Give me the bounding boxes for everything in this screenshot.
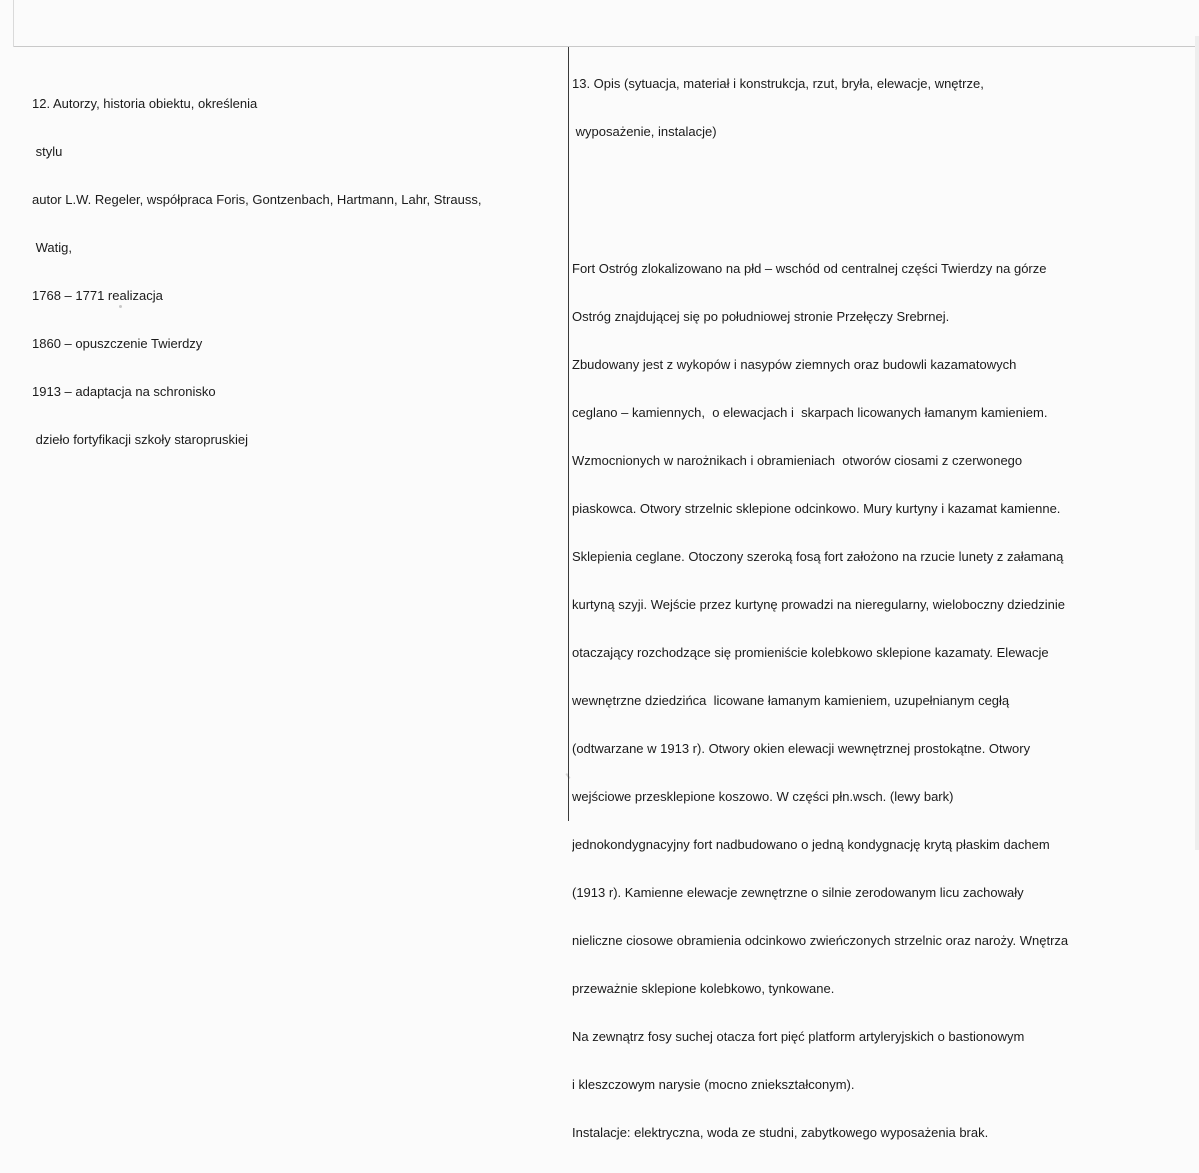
text-line: jednokondygnacyjny fort nadbudowano o jedną kondygnację krytą płaskim dachem (572, 837, 1050, 852)
text-line: Wzmocnionych w narożnikach i obramieniach otworów ciosami z czerwonego (572, 453, 1023, 468)
section-12-authors-history (32, 64, 481, 480)
section-heading-line: 13. Opis (sytuacja, materiał i konstrukcja, rzut, bryła, elewacje, wnętrze, (572, 76, 984, 91)
text-line: 1913 – adaptacja na schronisko (32, 384, 216, 399)
text-line: wewnętrzne dziedzińca licowane łamanym kamieniem, uzupełnianym cegłą (572, 693, 1010, 708)
text-line: autor L.W. Regeler, współpraca Foris, Gontzenbach, Hartmann, Lahr, Strauss, (32, 192, 482, 207)
text-line: wejściowe przesklepione koszowo. W części płn.wsch. (lewy bark) (572, 789, 954, 804)
text-line: Ostróg znajdującej się po południowej stronie Przełęczy Srebrnej. (572, 309, 950, 324)
text-line: Na zewnątrz fosy suchej otacza fort pięć platform artyleryjskich o bastionowym (572, 1029, 1025, 1044)
blank-line (572, 172, 1194, 188)
text-line: Watig, (32, 240, 72, 255)
text-line: kurtyną szyji. Wejście przez kurtynę prowadzi na nieregularny, wieloboczny dziedzinie (572, 597, 1066, 612)
text-line: ceglano – kamiennych, o elewacjach i skarpach licowanych łamanym kamieniem. (572, 405, 1048, 420)
text-line: stylu (32, 144, 63, 159)
text-line: Sklepienia ceglane. Otoczony szeroką fosą fort założono na rzucie lunety z załamaną (572, 549, 1064, 564)
scan-edge-line (13, 0, 14, 47)
text-line: Zbudowany jest z wykopów i nasypów ziemnych oraz budowli kazamatowych (572, 357, 1017, 372)
column-divider (568, 47, 569, 821)
text-line: 12. Autorzy, historia obiektu, określenia (32, 96, 258, 111)
text-line: nieliczne ciosowe obramienia odcinkowo zwieńczonych strzelnic oraz naroży. Wnętrza (572, 933, 1069, 948)
text-line: (1913 r). Kamienne elewacje zewnętrzne o silnie zerodowanym licu zachowały (572, 885, 1024, 900)
section-heading-line: wyposażenie, instalacje) (572, 124, 717, 139)
text-line: Instalacje: elektryczna, woda ze studni, zabytkowego wyposażenia brak. (572, 1125, 989, 1140)
text-line: Fort Ostróg zlokalizowano na płd – wschód od centralnej części Twierdzy na górze (572, 261, 1047, 276)
text-line: otaczający rozchodzące się promieniście kolebkowo sklepione kazamaty. Elewacje (572, 645, 1049, 660)
text-line: dzieło fortyfikacji szkoły staropruskiej (32, 432, 249, 447)
text-line: 1860 – opuszczenie Twierdzy (32, 336, 203, 351)
section-13-description (572, 44, 1194, 1173)
text-line: piaskowca. Otwory strzelnic sklepione odcinkowo. Mury kurtyny i kazamat kamienne. (572, 501, 1061, 516)
text-line: i kleszczowym narysie (mocno zniekształconym). (572, 1077, 855, 1092)
blank-space (572, 220, 1194, 229)
text-line: przeważnie sklepione kolebkowo, tynkowane. (572, 981, 835, 996)
scan-right-edge (1195, 36, 1199, 850)
text-line: (odtwarzane w 1913 r). Otwory okien elewacji wewnętrznej prostokątne. Otwory (572, 741, 1031, 756)
text-line: 1768 – 1771 realizacja (32, 288, 163, 303)
